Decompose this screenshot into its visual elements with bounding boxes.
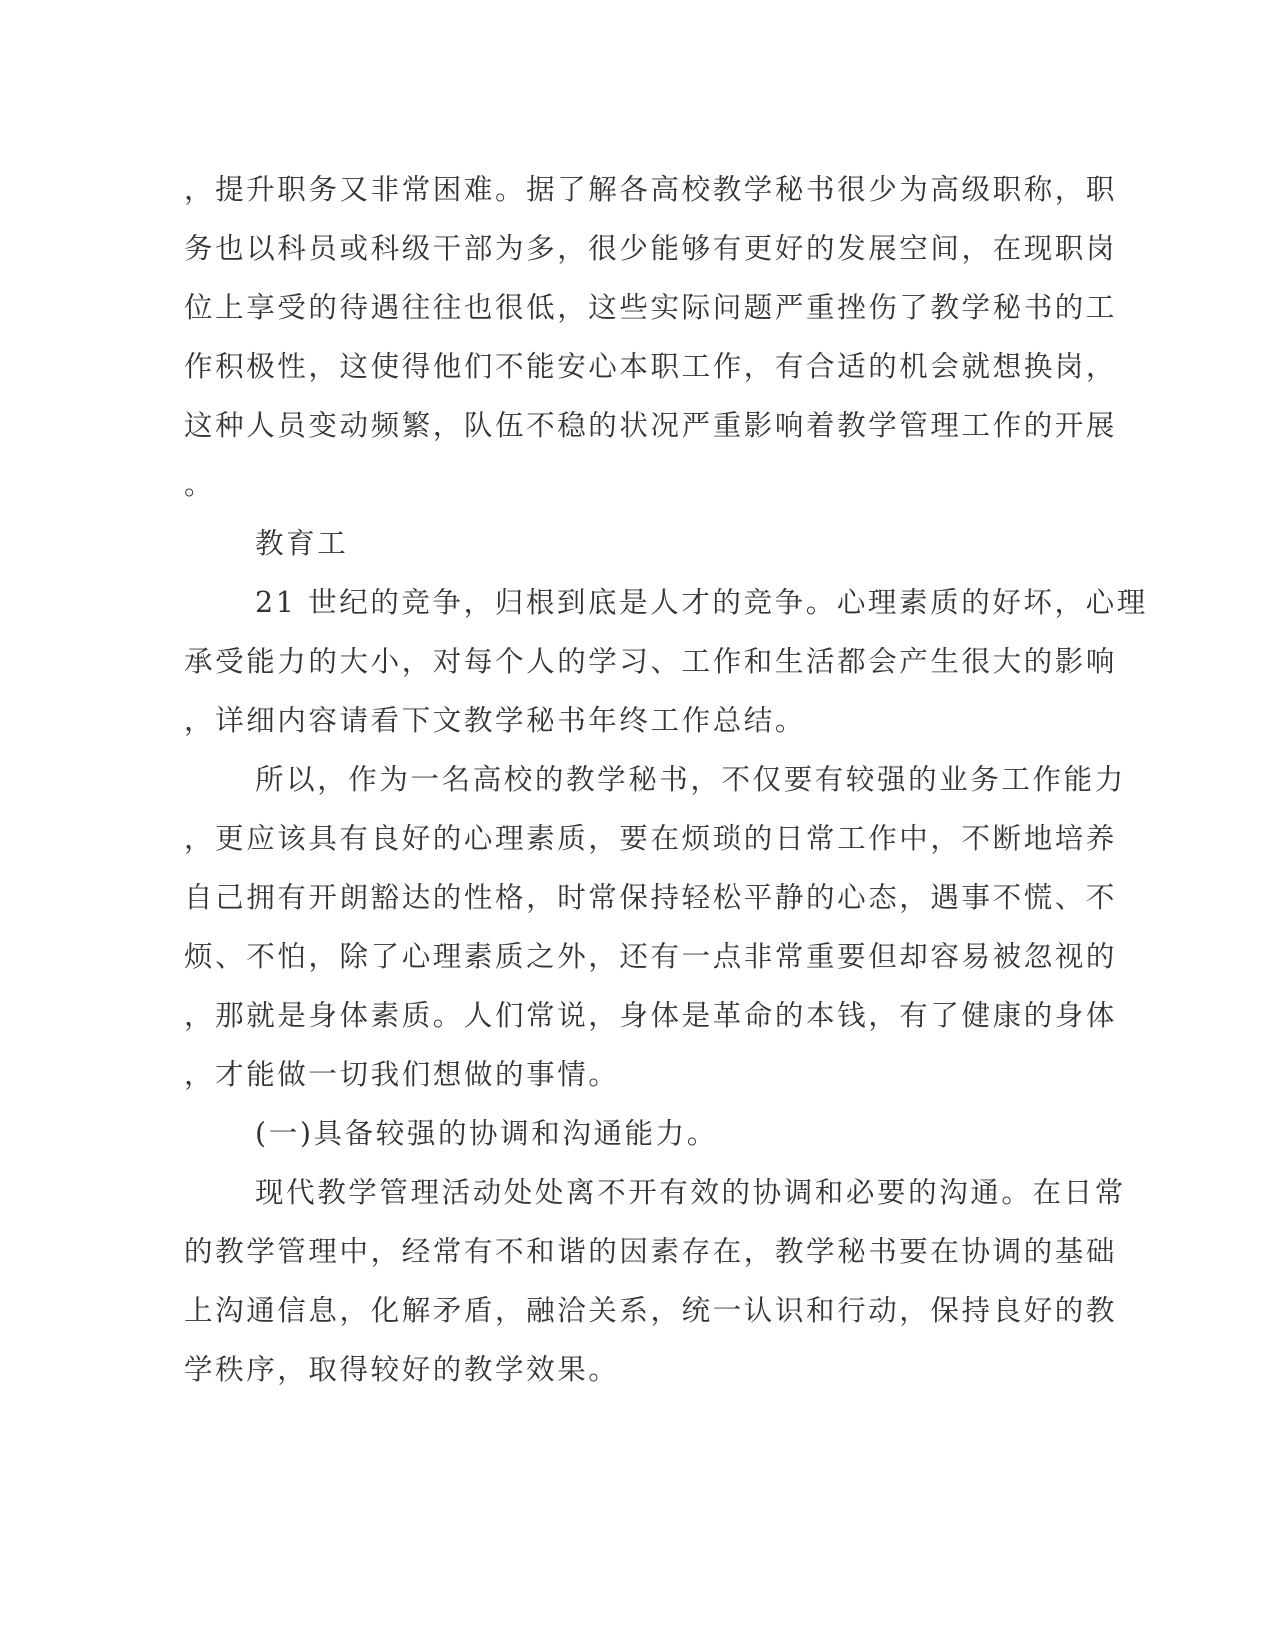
text-line: ，提升职务又非常困难。据了解各高校教学秘书很少为高级职称，职 xyxy=(184,173,1118,206)
text-line: 上沟通信息，化解矛盾，融洽关系，统一认识和行动，保持良好的教 xyxy=(184,1294,1118,1327)
text-line: 这种人员变动频繁，队伍不稳的状况严重影响着教学管理工作的开展 xyxy=(184,409,1118,442)
text-line: ，更应该具有良好的心理素质，要在烦琐的日常工作中，不断地培养 xyxy=(184,822,1118,855)
text-line: 烦、不怕，除了心理素质之外，还有一点非常重要但却容易被忽视的 xyxy=(184,940,1118,973)
text-line: 所以，作为一名高校的教学秘书，不仅要有较强的业务工作能力 xyxy=(255,763,1126,796)
text-line: ，才能做一切我们想做的事情。 xyxy=(184,1058,620,1091)
text-line: 。 xyxy=(184,468,216,501)
text-line: ，那就是身体素质。人们常说，身体是革命的本钱，有了健康的身体 xyxy=(184,999,1118,1032)
text-line: 承受能力的大小，对每个人的学习、工作和生活都会产生很大的影响 xyxy=(184,645,1118,678)
text-line: 学秩序，取得较好的教学效果。 xyxy=(184,1353,620,1386)
subsection-heading: (一)具备较强的协调和沟通能力。 xyxy=(255,1117,718,1150)
text-line: 现代教学管理活动处处离不开有效的协调和必要的沟通。在日常 xyxy=(255,1176,1126,1209)
text-line: 的教学管理中，经常有不和谐的因素存在，教学秘书要在协调的基础 xyxy=(184,1235,1118,1268)
text-line: 务也以科员或科级干部为多，很少能够有更好的发展空间，在现职岗 xyxy=(184,232,1118,265)
text-line: 作积极性，这使得他们不能安心本职工作，有合适的机会就想换岗， xyxy=(184,350,1118,383)
text-line: 21 世纪的竞争，归根到底是人才的竞争。心理素质的好坏，心理 xyxy=(255,586,1148,619)
text-line: ，详细内容请看下文教学秘书年终工作总结。 xyxy=(184,704,807,737)
text-line: 位上享受的待遇往往也很低，这些实际问题严重挫伤了教学秘书的工 xyxy=(184,291,1118,324)
body-text xyxy=(184,160,1148,1399)
text-line: 自己拥有开朗豁达的性格，时常保持轻松平静的心态，遇事不慌、不 xyxy=(184,881,1118,914)
section-heading: 教育工 xyxy=(255,527,349,560)
